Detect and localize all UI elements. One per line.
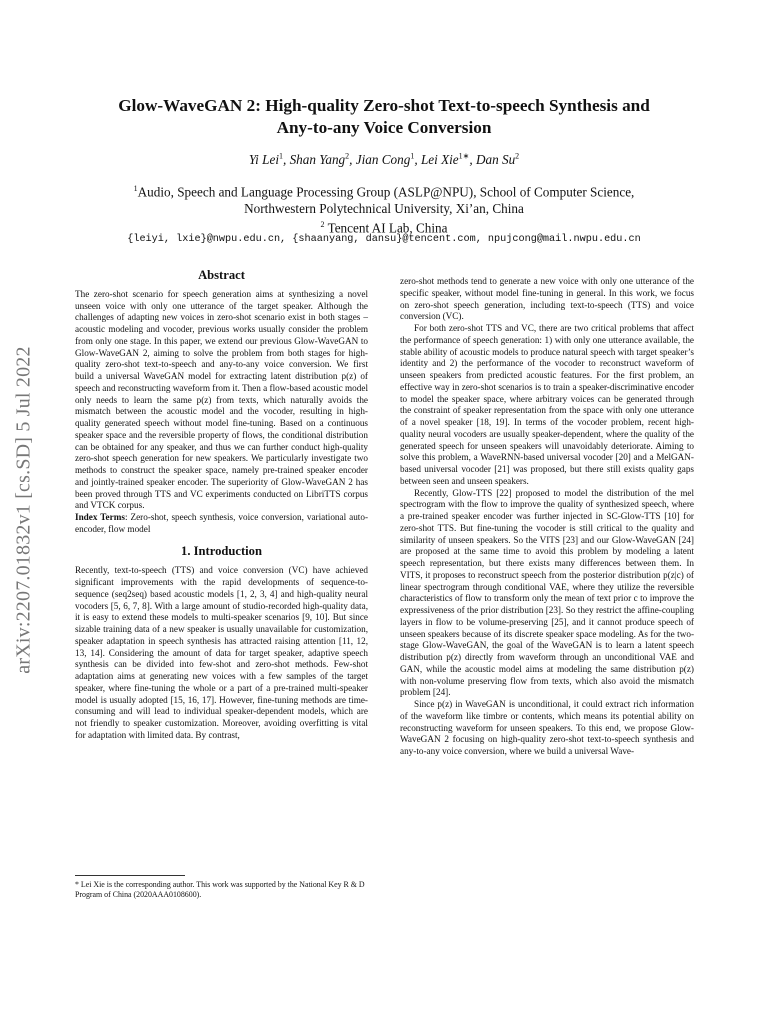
author-affil-sup: 1 [278, 152, 283, 161]
left-column [75, 270, 368, 742]
footnote-rule [75, 875, 185, 876]
title-line-1: Glow-WaveGAN 2: High-quality Zero-shot Text-to-speech Synthesis and [118, 96, 650, 115]
right-paragraph-2: For both zero-shot TTS and VC, there are two critical problems that affect the performance of speech generation: 1) with only one utterance available, the stable ability of acoustic models to produce natural speech with target speaker’s identity and 2) the performance of the vocoder to reconstruct waveform of unseen speakers from predicted acoustic features. For the first problem, an effective way in zero-shot scenarios is to train a speaker-discriminative encoder to model the speaker space, where arbitrary voices can be generated through the constraint of speaker representation from the space with only one utterance of a novel speaker [18, 19]. In terms of the vocoder problem, recent high-quality neural vocoders are usually speaker-dependent, where the quality of the generated speech for unseen speakers will unavoidably deteriorate. Aiming to solve this problem, a WaveRNN-based universal vocoder [20] and a MelGAN-based universal vocoder [21] was proposed, but there still exists quality gaps between seen and unseen speakers. [400, 323, 694, 486]
author-affil-sup: 1 [410, 152, 415, 161]
author-affil-sup: 2 [515, 152, 520, 161]
introduction-heading: 1. Introduction [181, 543, 262, 558]
affiliation-1-line-2: Northwestern Polytechnical University, Xi’an, China [244, 200, 524, 216]
author-separator: , [469, 152, 476, 168]
author-list [60, 152, 708, 168]
author-separator: , [282, 152, 290, 168]
author-name: Jian Cong [355, 152, 411, 168]
right-paragraph-4: Since p(z) in WaveGAN is unconditional, it could extract rich information of the waveform like timbre or contents, which means its potential ability on reconstructing waveform for unseen speakers. To this end, we propose Glow-WaveGAN 2 focusing on high-quality zero-shot text-to-speech synthesis and any-to-any voice conversion, where we build a universal Wave- [400, 699, 694, 756]
arxiv-id: arXiv:2207.01832v1 [cs.SD] 5 Jul 2022 [12, 346, 35, 674]
paper-title [60, 95, 708, 139]
affiliation-2: $^2$ Tencent AI Lab, China [320, 220, 448, 236]
abstract-text: The zero-shot scenario for speech generation aims at synthesizing a novel unseen voice with only one utterance of the target speaker. Although the challenges of adapting new voices in zero-shot scenario exist in both stages – acoustic modeling and vocoder, previous works usually consider the problem from only one stage. In this paper, we extend our previous Glow-WaveGAN to Glow-WaveGAN 2, aiming to solve the problem from both stages for high-quality zero-shot text-to-speech and any-to-any voice conversion. We first build a universal WaveGAN model for extracting latent distribution p(z) of speech and reconstructing waveform from it. Then a flow-based acoustic model only needs to learn the same p(z) from texts, which naturally avoids the mismatch between the acoustic model and the vocoder, resulting in high-quality generated speech without model fine-tuning. Based on a continuous speaker space and the reversible property of flows, the conditional distribution can be obtained for any speaker, and thus we can further conduct high-quality zero-shot speech generation for new speakers. We particularly investigate two methods to construct the speaker space, namely pre-trained speaker encoder and jointly-trained speaker encoder. The superiority of Glow-WaveGAN 2 has been proved through TTS and VC experiments conducted on LibriTTS corpus and VTCK corpus. [75, 288, 368, 511]
index-terms-label: Index Terms [75, 512, 125, 522]
author [249, 152, 290, 167]
author [476, 152, 519, 167]
title-line-2: Any-to-any Voice Conversion [276, 118, 492, 137]
author-affil-sup: 1∗ [458, 152, 470, 161]
affiliations [60, 181, 708, 237]
arxiv-sidebar-stamp [6, 330, 42, 690]
right-column [400, 276, 694, 758]
intro-paragraph-1: Recently, text-to-speech (TTS) and voice conversion (VC) have achieved significant improvements with the rapid developments of sequence-to-sequence (seq2seq) based acoustic models [1, 2, 3, 4] and high-quality neural vocoders [5, 6, 7, 8]. With a large amount of studio-recorded high-quality data, it is easy to extend these models to multi-speaker scenarios [9, 10]. But since sizable training data of a new speaker is usually unavailable for customization, speaker adaptation in speech synthesis has attracted raising attention [11, 12, 13, 14]. Considering the amount of data for target speaker, adaptive speech synthesis can be divided into few-shot and zero-shot methods. Few-shot adaptation aims at generating new voices with a few samples of the target speaker, where fine-tuning the whole or a part of a pre-trained multi-speaker model is usually adopted [15, 16, 17]. However, fine-tuning methods are time-consuming and will lead to individual speaker-dependent models, which are not friendly to speaker customization. Moreover, avoiding overfitting is vital for adaptation with limited data. By contrast, [75, 565, 368, 740]
author-name: Dan Su [475, 152, 516, 168]
footnote: * Lei Xie is the corresponding author. This work was supported by the National Key R & D Program of China (2020AAA0108600). [75, 880, 365, 899]
author-name: Shan Yang [289, 152, 346, 168]
abstract-heading: Abstract [198, 268, 245, 282]
index-terms [75, 512, 368, 536]
right-paragraph-1: zero-shot methods tend to generate a new voice with only one utterance of the specific speaker, without model fine-tuning in general. In this work, we focus on zero-shot speech generation, including text-to-speech (TTS) and voice conversion (VC). [400, 276, 694, 322]
author [421, 152, 476, 167]
author-separator: , [414, 152, 421, 168]
index-terms-text: : Zero-shot, speech synthesis, voice conversion, variational auto-encoder, flow model [75, 512, 369, 534]
author-name: Lei Xie [420, 152, 459, 168]
author-emails: {leiyi, lxie}@nwpu.edu.cn, {shaanyang, dansu}@tencent.com, npujcong@mail.nwpu.edu.cn [127, 234, 641, 245]
author [356, 152, 421, 167]
author-separator: , [349, 152, 356, 168]
affiliation-1: $^1$Audio, Speech and Language Processing Group (ASLP@NPU), School of Computer Science, [133, 184, 635, 200]
author [290, 152, 356, 167]
author-name: Yi Lei [248, 152, 279, 168]
right-paragraph-3: Recently, Glow-TTS [22] proposed to model the distribution of the mel spectrogram with the flow to improve the quality of synthesized speech, where a pre-trained speaker encoder was further injected in SC-Glow-TTS [10] for zero-shot TTS. But fine-tuning the vocoder is still critical to the quality and similarity of unseen speakers. So the VITS [23] and our Glow-WaveGAN [24] are proposed at the same time to avoid this problem by modeling a latent speech representation, but there exists many differences between them. In VITS, it proposes to reconstruct speech from the posterior distribution p(z|c) of linear spectrogram through conditional VAE, where they utilize the reversible characteristics of flow to transform only the mean of text prior c to improve the expressiveness of the prior distribution [23]. So they restrict the affine-coupling layers in flow to be volume-preserving [25], and it cannot produce speech of unseen speakers because of its discrete speaker space modeling. As for the two-stage Glow-WaveGAN, the goal of the WaveGAN is to learn a latent speech distribution p(z) directly from waveform through an unconditional VAE and GAN, while the acoustic model aims at modeling the same distribution p(z) with non-volume preserving flow from texts, which also avoid the mismatch problem [24]. [400, 487, 694, 698]
author-affil-sup: 2 [345, 152, 350, 161]
